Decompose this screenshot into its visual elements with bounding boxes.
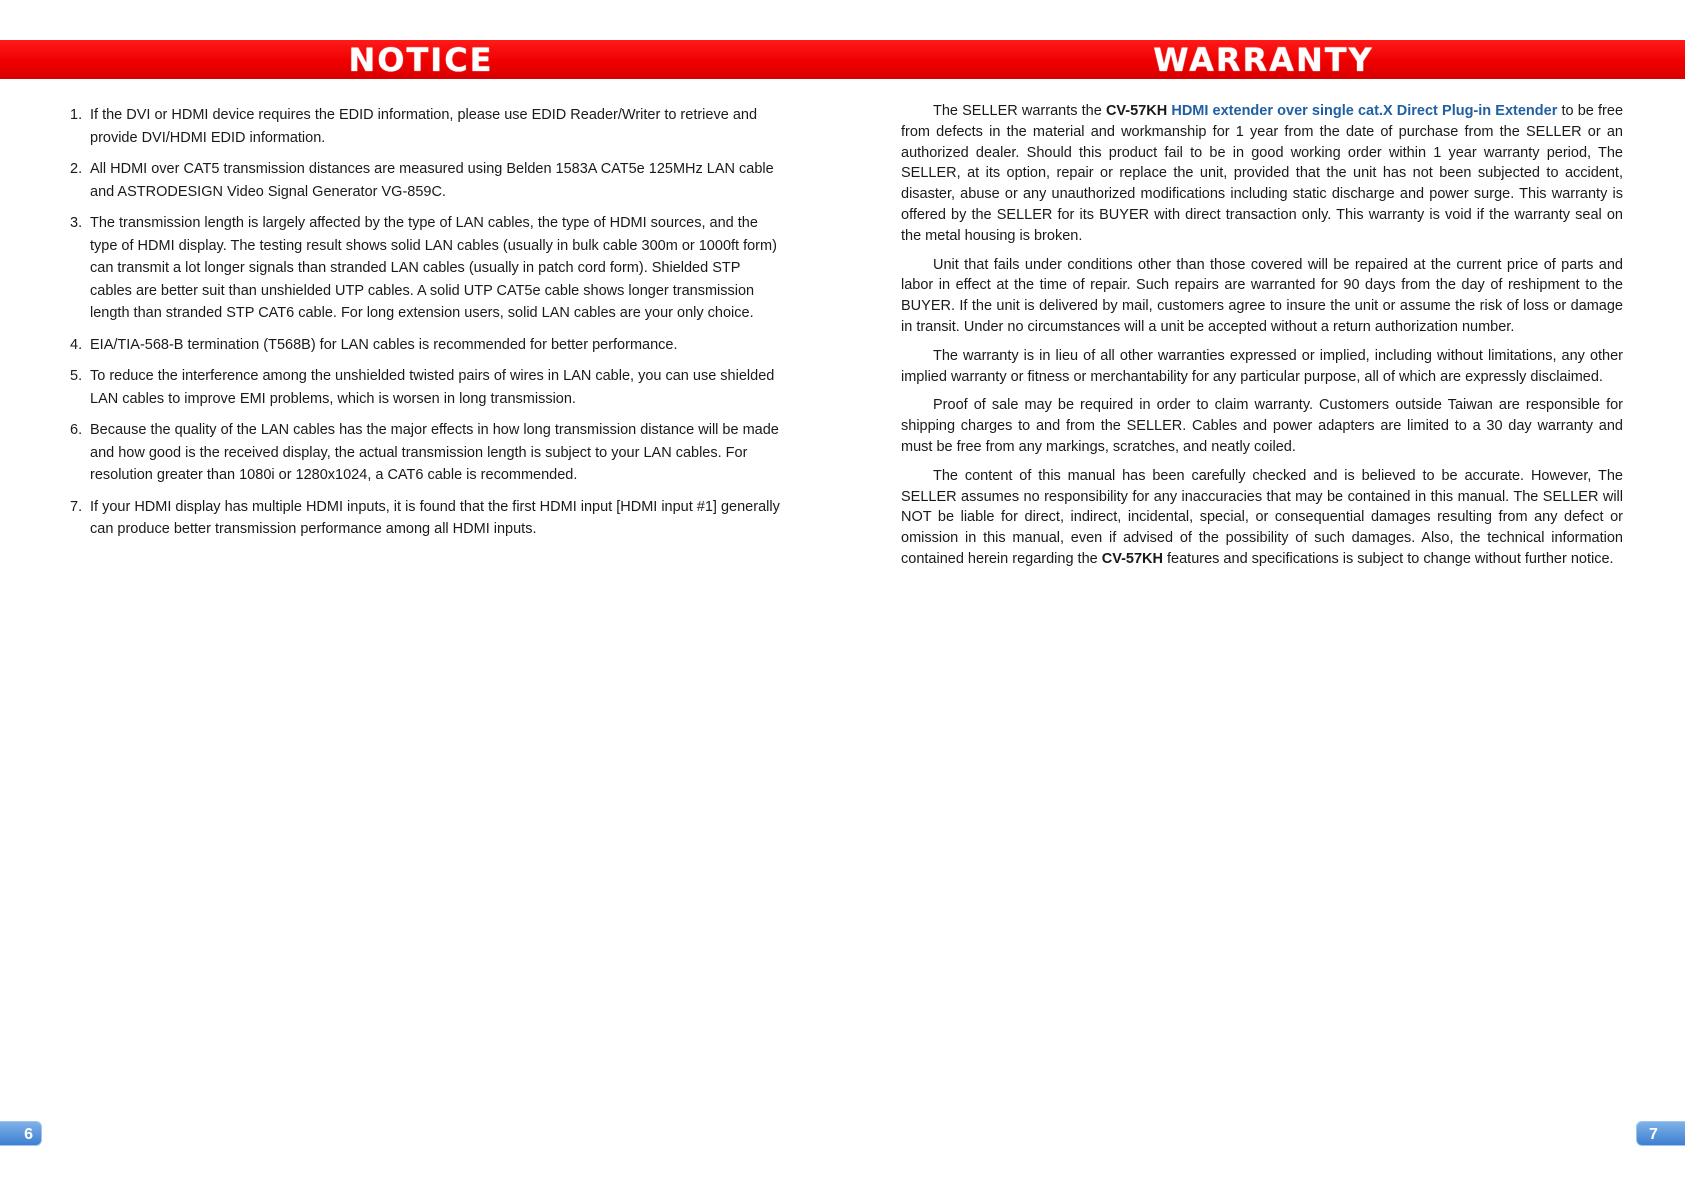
list-item [70, 158, 784, 203]
item-number: 2. [70, 161, 83, 177]
header-banner [0, 40, 1685, 79]
list-item [70, 104, 784, 149]
paragraph-text: The content of this manual has been carefully checked and is believed to be accurate. However, The SELLER assumes no responsibility for any inaccuracies that may be contained in this manual. The SELLER will NOT be liable for direct, indirect, incidental, special, or consequential damages resulting from any defect or omission in this manual, even if advised of the possibility of such damages. Also, the technical information contained herein regarding the [901, 467, 1623, 567]
warranty-paragraph [901, 466, 1623, 570]
item-number: 6. [70, 422, 83, 438]
item-number: 3. [70, 215, 83, 231]
list-item [70, 496, 784, 541]
page-number-right: 7 [1636, 1121, 1685, 1146]
item-number: 5. [70, 368, 83, 384]
list-item [70, 334, 784, 357]
notice-heading: NOTICE [348, 41, 494, 79]
item-number: 1. [70, 107, 83, 123]
item-text: If the DVI or HDMI device requires the EDID information, please use EDID Reader/Writer to retrieve and provide DVI/HDMI EDID information. [90, 107, 758, 146]
item-text: The transmission length is largely affected by the type of LAN cables, the type of HDMI sources, and the type of HDMI display. The testing result shows solid LAN cables (usually in bulk cable 300m or 1000ft form) can transmit a lot longer signals than stranded LAN cables (usually in patch cord form). Shielded STP cables are better suit than unshielded UTP cables. A solid UTP CAT5e cable shows longer transmission length than stranded STP CAT6 cable. For long extension users, solid LAN cables are your only choice. [90, 215, 777, 321]
model-name: CV-57KH [1105, 103, 1168, 119]
page-number-left: 6 [0, 1121, 42, 1146]
list-item [70, 419, 784, 487]
item-text: All HDMI over CAT5 transmission distances are measured using Belden 1583A CAT5e 125MHz LAN cable and ASTRODESIGN Video Signal Generator VG-859C. [90, 161, 774, 200]
product-name: HDMI extender over single cat.X Direct Plug-in Extender [1171, 103, 1558, 119]
list-item [70, 212, 784, 325]
item-text: To reduce the interference among the unshielded twisted pairs of wires in LAN cable, you can use shielded LAN cables to improve EMI problems, which is worsen in long transmission. [90, 368, 775, 407]
paragraph-text: The SELLER warrants the [933, 103, 1106, 119]
item-text: If your HDMI display has multiple HDMI inputs, it is found that the first HDMI input [HDMI input #1] generally can produce better transmission performance among all HDMI inputs. [90, 498, 780, 537]
warranty-paragraph [901, 101, 1623, 247]
warranty-body [901, 101, 1623, 578]
notice-list [70, 104, 784, 550]
paragraph-text: features and specifications is subject to change without further notice. [1162, 550, 1614, 567]
item-number: 7. [70, 498, 83, 515]
warranty-paragraph: Proof of sale may be required in order to claim warranty. Customers outside Taiwan are responsible for shipping charges to and from the SELLER. Cables and power adapters are limited to a 30 day warranty and must be free from any markings, scratches, and neatly coiled. [901, 397, 1623, 455]
item-text: Because the quality of the LAN cables has the major effects in how long transmission distance will be made and how good is the received display, the actual transmission length is subject to your LAN cables. For resolution greater than 1080i or 1280x1024, a CAT6 cable is recommended. [90, 422, 779, 483]
warranty-heading: WARRANTY [1153, 41, 1374, 79]
list-item [70, 365, 784, 410]
item-number: 4. [70, 336, 83, 353]
model-name: CV-57KH [1101, 550, 1163, 567]
warranty-paragraph: The warranty is in lieu of all other warranties expressed or implied, including without limitations, any other implied warranty or fitness or merchantability for any particular purpose, all of which are expressly disclaimed. [901, 347, 1623, 385]
paragraph-text: to be free from defects in the material and workmanship for 1 year from the date of purchase from the SELLER or an authorized dealer. Should this product fail to be in good working order within 1 year warranty period, The SELLER, at its option, repair or replace the unit, provided that the unit has not been subjected to accident, disaster, abuse or any unauthorized modifications including static discharge and power surge. This warranty is offered by the SELLER for its BUYER with direct transaction only. This warranty is void if the warranty seal on the metal housing is broken. [901, 103, 1624, 244]
item-text: EIA/TIA-568-B termination (T568B) for LAN cables is recommended for better performance. [90, 336, 678, 353]
warranty-paragraph: Unit that fails under conditions other than those covered will be repaired at the current price of parts and labor in effect at the time of repair. Such repairs are warranted for 90 days from the day of reshipment to the BUYER. If the unit is delivered by mail, customers agree to insure the unit or assume the risk of loss or damage in transit. Under no circumstances will a unit be accepted without a return authorization number. [901, 256, 1623, 335]
